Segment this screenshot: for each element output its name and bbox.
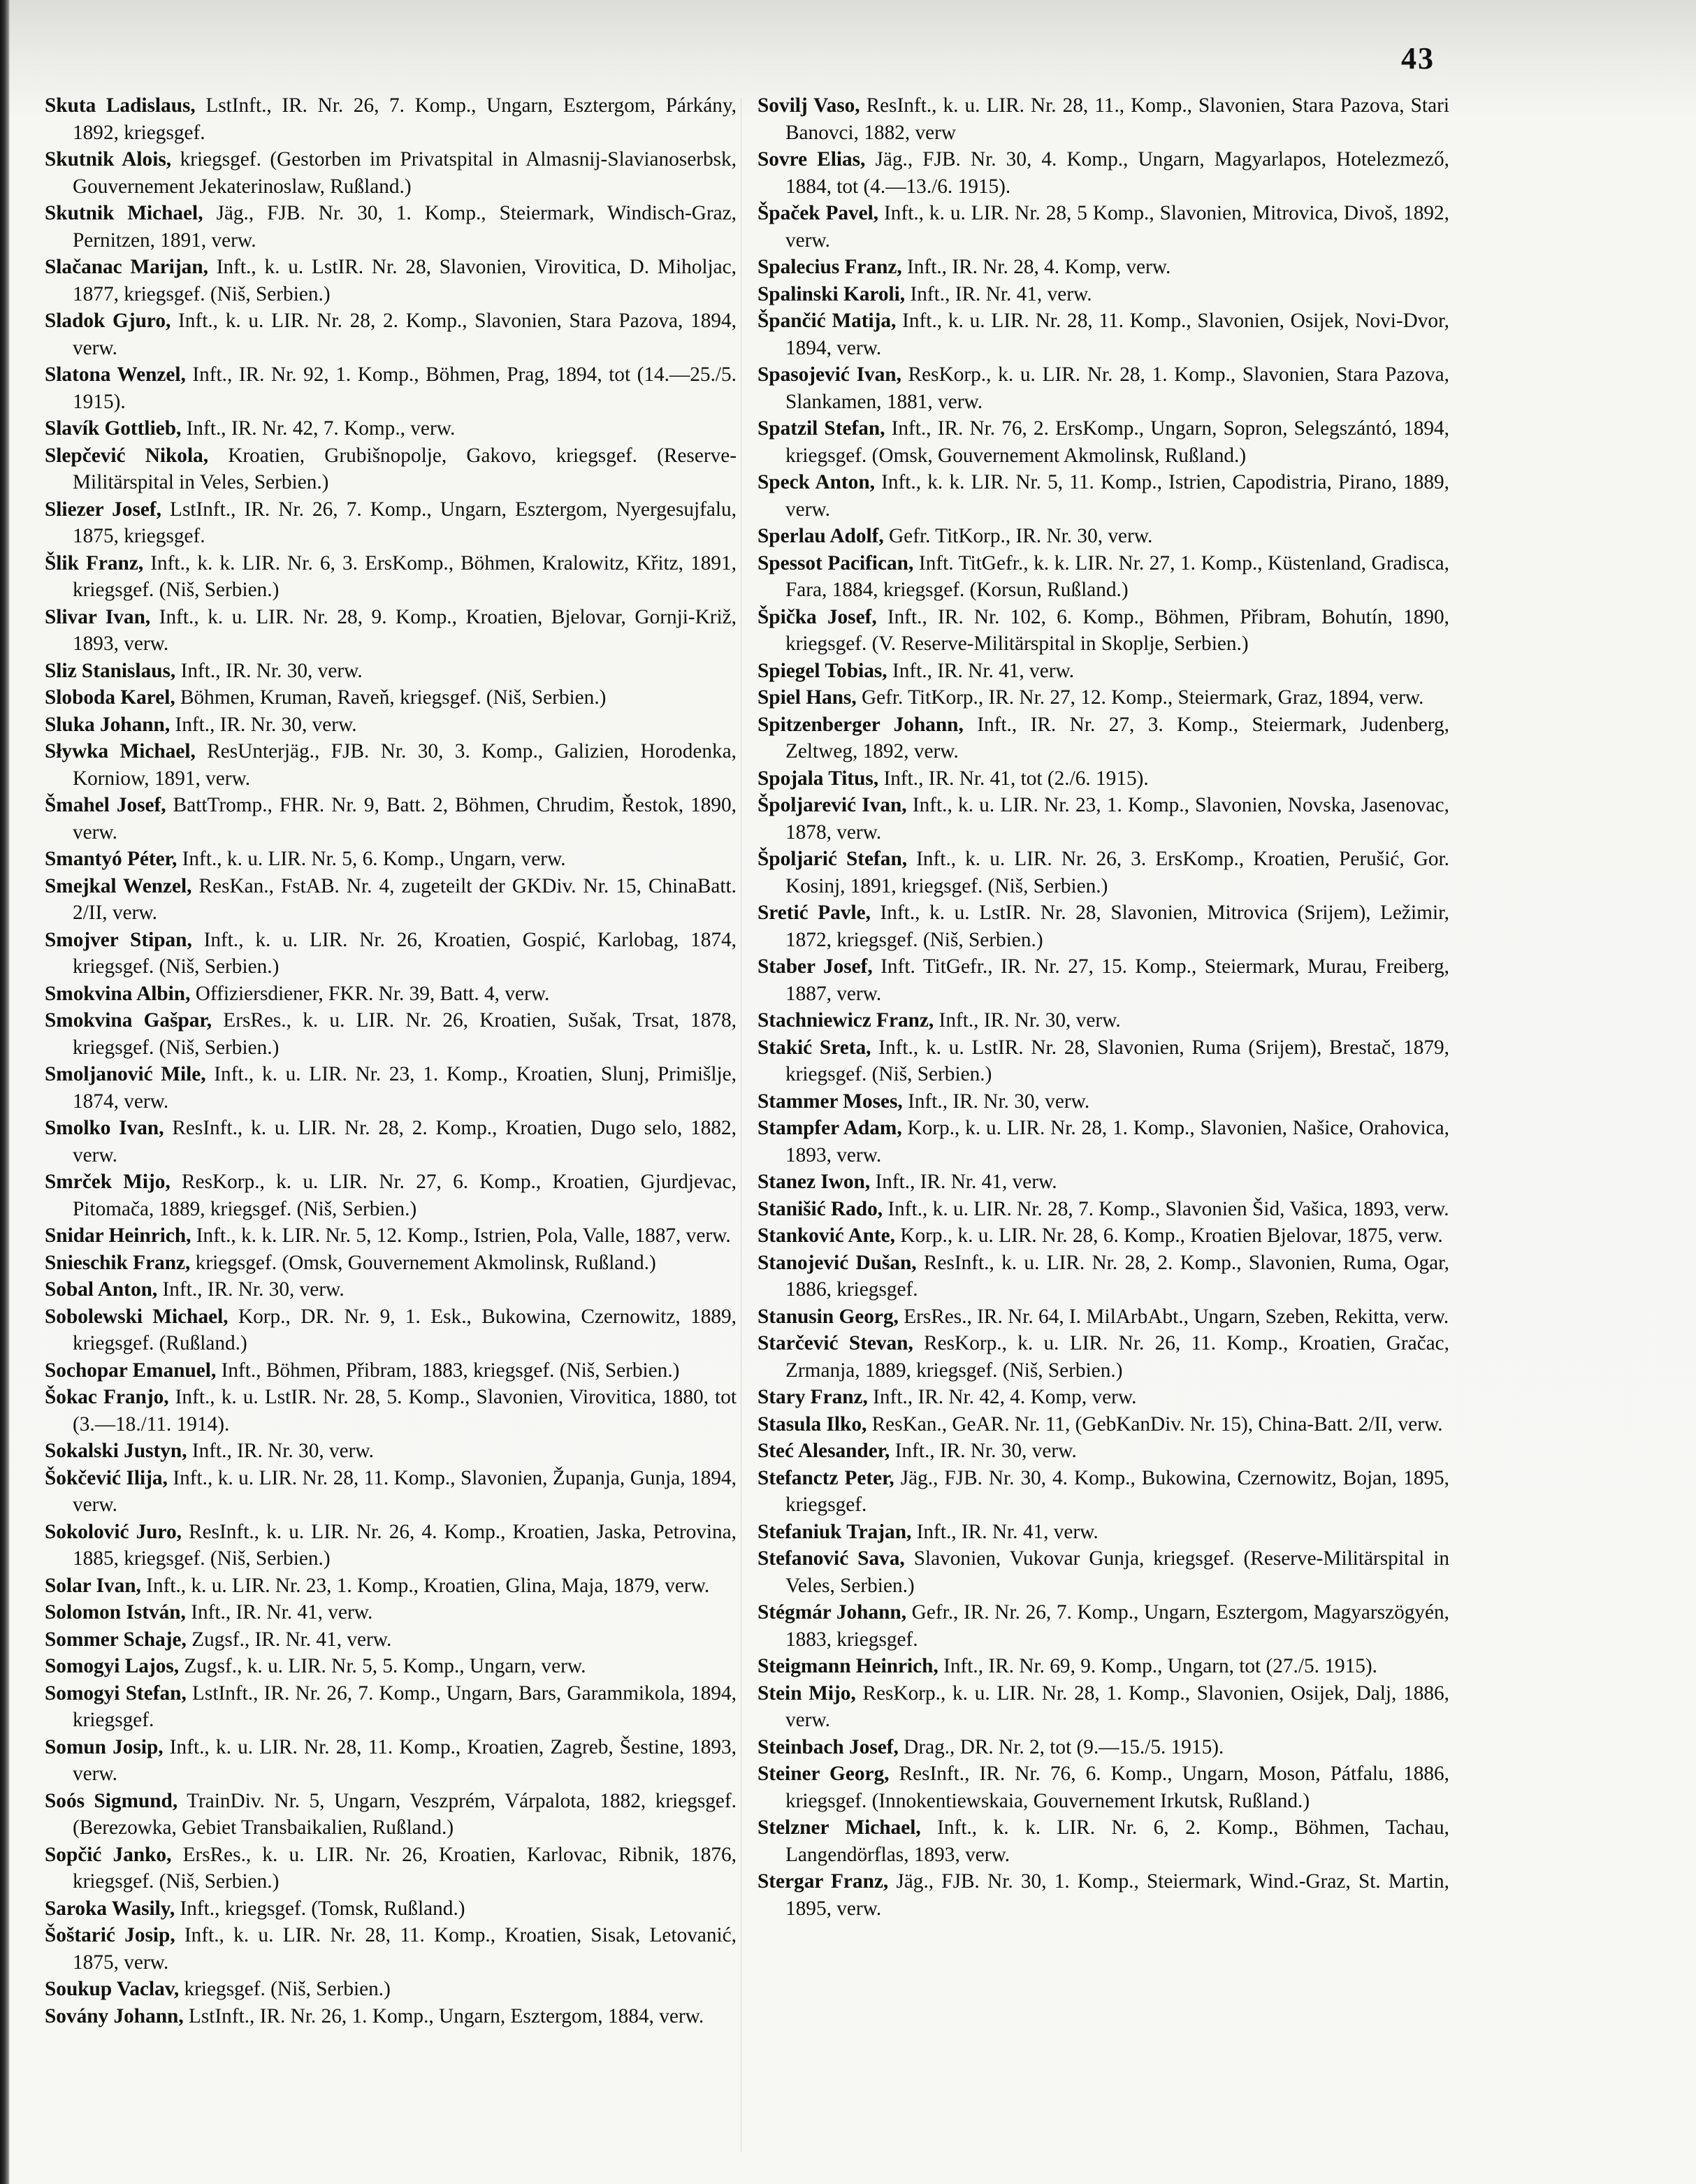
list-item bbox=[758, 1519, 1449, 1546]
entry-details: Inft., IR. Nr. 30, verw. bbox=[902, 1090, 1090, 1113]
entry-details: Inft., k. k. LIR. Nr. 6, 2. Komp., Böhmen, Tachau, Langendörflas, 1893, verw. bbox=[785, 1816, 1449, 1866]
entry-name: Smantyó Péter, bbox=[45, 848, 177, 870]
list-item bbox=[758, 1465, 1449, 1519]
entry-name: Stefaniuk Trajan, bbox=[758, 1520, 912, 1543]
entry-name: Sloboda Karel, bbox=[45, 686, 175, 709]
entry-name: Šlik Franz, bbox=[45, 551, 144, 574]
entry-name: Stanković Ante, bbox=[758, 1224, 895, 1247]
entry-details: Inft., IR. Nr. 30, verw. bbox=[934, 1009, 1121, 1032]
entry-name: Snidar Heinrich, bbox=[45, 1224, 191, 1247]
entry-details: Inft., IR. Nr. 42, 4. Komp, verw. bbox=[867, 1386, 1137, 1408]
entry-name: Stergar Franz, bbox=[758, 1870, 889, 1893]
entry-name: Stammer Moses, bbox=[758, 1090, 903, 1113]
entry-details: Inft., IR. Nr. 42, 7. Komp., verw. bbox=[181, 417, 456, 440]
list-item bbox=[45, 981, 737, 1008]
list-item bbox=[45, 1626, 737, 1654]
list-item bbox=[758, 1250, 1449, 1303]
list-item bbox=[45, 1357, 737, 1384]
entry-details: Inft., k. u. LIR. Nr. 26, 3. ErsKomp., Kroatien, Perušić, Gor. Kosinj, 1891, kriegsgef. (Niš, Serbien.) bbox=[785, 848, 1449, 897]
entry-name: Smoljanović Mile, bbox=[45, 1063, 206, 1085]
entry-name: Stanišić Rado, bbox=[758, 1197, 883, 1220]
list-item bbox=[758, 1653, 1449, 1680]
entry-details: Inft., IR. Nr. 69, 9. Komp., Ungarn, tot (27./5. 1915). bbox=[938, 1655, 1377, 1677]
list-item bbox=[45, 254, 737, 308]
entry-details: ResInft., k. u. LIR. Nr. 28, 2. Komp., Kroatien, Dugo selo, 1882, verw. bbox=[73, 1117, 737, 1166]
entry-details: Inft., k. u. LIR. Nr. 28, 11. Komp., Kroatien, Sisak, Letovanić, 1875, verw. bbox=[73, 1924, 737, 1974]
entry-name: Stanojević Dušan, bbox=[758, 1251, 917, 1274]
page-number: 43 bbox=[1401, 41, 1435, 75]
list-item bbox=[758, 684, 1449, 711]
list-item bbox=[45, 1061, 737, 1115]
entry-details: Korp., k. u. LIR. Nr. 28, 1. Komp., Slavonien, Našice, Orahovica, 1893, verw. bbox=[785, 1117, 1449, 1166]
entry-name: Stasula Ilko, bbox=[758, 1412, 867, 1435]
list-item bbox=[758, 1384, 1449, 1411]
entry-name: Slavík Gottlieb, bbox=[45, 417, 182, 440]
entry-name: Sovre Elias, bbox=[758, 148, 866, 171]
entry-name: Stary Franz, bbox=[758, 1386, 868, 1408]
entry-name: Sochopar Emanuel, bbox=[45, 1359, 217, 1382]
list-item bbox=[758, 1734, 1449, 1761]
entry-details: TrainDiv. Nr. 5, Ungarn, Veszprém, Várpalota, 1882, kriegsgef. (Berezowka, Gebiet Transbaikalien, Rußland.) bbox=[73, 1789, 737, 1839]
list-item bbox=[45, 496, 737, 550]
entry-details: Inft., k. k. LIR. Nr. 5, 11. Komp., Istrien, Capodistria, Pirano, 1889, verw. bbox=[785, 471, 1449, 521]
entry-name: Stanez Iwon, bbox=[758, 1171, 871, 1193]
entry-details: Inft., IR. Nr. 30, verw. bbox=[175, 659, 363, 682]
entry-details: ResKorp., k. u. LIR. Nr. 26, 11. Komp., Kroatien, Gračac, Zrmanja, 1889, kriegsgef. (Niš, Serbien.) bbox=[785, 1332, 1449, 1382]
entry-details: Inft., IR. Nr. 27, 3. Komp., Steiermark, Judenberg, Zeltweg, 1892, verw. bbox=[785, 713, 1449, 762]
entry-name: Stefanović Sava, bbox=[758, 1547, 905, 1570]
entry-details: Inft., IR. Nr. 30, verw. bbox=[157, 1278, 345, 1301]
entry-details: Offiziersdiener, FKR. Nr. 39, Batt. 4, verw. bbox=[190, 982, 550, 1005]
entry-details: LstInft., IR. Nr. 26, 7. Komp., Ungarn, Bars, Garammikola, 1894, kriegsgef. bbox=[73, 1682, 737, 1731]
entry-details: Inft., kriegsgef. (Tomsk, Rußland.) bbox=[175, 1897, 465, 1920]
entry-details: ResKan., FstAB. Nr. 4, zugeteilt der GKDiv. Nr. 15, ChinaBatt. 2/II, verw. bbox=[73, 874, 737, 924]
list-item bbox=[45, 2003, 737, 2030]
entry-details: Inft., IR. Nr. 102, 6. Komp., Böhmen, Přibram, Bohutín, 1890, kriegsgef. (V. Reserve-Militärspital in Skoplje, Serbien.) bbox=[785, 605, 1449, 655]
entry-name: Stanusin Georg, bbox=[758, 1305, 899, 1328]
list-item bbox=[45, 1599, 737, 1626]
entry-details: Jäg., FJB. Nr. 30, 4. Komp., Ungarn, Magyarlapos, Hotelezmező, 1884, tot (4.—13./6. 1915). bbox=[785, 148, 1449, 198]
entry-details: ResInft., k. u. LIR. Nr. 26, 4. Komp., Kroatien, Jaska, Petrovina, 1885, kriegsgef. (Niš, Serbien.) bbox=[73, 1520, 737, 1570]
list-item bbox=[45, 442, 737, 496]
entry-details: Inft., k. u. LstIR. Nr. 28, Slavonien, Mitrovica (Srijem), Ležimir, 1872, kriegsgef. (Niš, Serbien.) bbox=[785, 902, 1449, 951]
entry-details: Inft., Böhmen, Přibram, 1883, kriegsgef. (Niš, Serbien.) bbox=[216, 1359, 680, 1382]
list-item bbox=[758, 1330, 1449, 1384]
entry-details: ResUnterjäg., FJB. Nr. 30, 3. Komp., Galizien, Horodenka, Korniow, 1891, verw. bbox=[73, 740, 737, 790]
entry-name: Smejkal Wenzel, bbox=[45, 874, 192, 897]
entry-name: Sliezer Josef, bbox=[45, 498, 161, 521]
entry-details: kriegsgef. (Gestorben im Privatspital in Almasnij-Slavianoserbsk, Gouvernement Jekaterinoslaw, Rußland.) bbox=[73, 148, 737, 198]
entry-details: Inft., IR. Nr. 76, 2. ErsKomp., Ungarn, Sopron, Selegszántó, 1894, kriegsgef. (Omsk, Gouvernement Akmolinsk, Rußland.) bbox=[785, 417, 1449, 467]
list-item bbox=[45, 1007, 737, 1061]
entry-details: ResKan., GeAR. Nr. 11, (GebKanDiv. Nr. 15), China-Batt. 2/II, verw. bbox=[867, 1412, 1443, 1435]
list-item bbox=[758, 200, 1449, 254]
list-item bbox=[45, 1250, 737, 1277]
entry-name: Spitzenberger Johann, bbox=[758, 713, 964, 736]
entry-name: Sływka Michael, bbox=[45, 740, 196, 762]
left-column bbox=[45, 92, 737, 2161]
entry-name: Slepčević Nikola, bbox=[45, 444, 209, 467]
entry-details: Inft., k. k. LIR. Nr. 6, 3. ErsKomp., Böhmen, Kralowitz, Křitz, 1891, kriegsgef. (Niš, Serbien.) bbox=[73, 551, 737, 601]
list-item bbox=[758, 658, 1449, 685]
entry-name: Spalinski Karoli, bbox=[758, 282, 906, 305]
entry-name: Staber Josef, bbox=[758, 955, 873, 978]
list-item bbox=[758, 469, 1449, 523]
entry-name: Sladok Gjuro, bbox=[45, 310, 171, 332]
list-item bbox=[45, 550, 737, 604]
entry-name: Solomon István, bbox=[45, 1601, 186, 1623]
entry-details: Kroatien, Grubišnopolje, Gakovo, kriegsgef. (Reserve-Militärspital in Veles, Serbien.) bbox=[73, 444, 737, 493]
entry-name: Sommer Schaje, bbox=[45, 1628, 187, 1651]
list-item bbox=[45, 1734, 737, 1788]
list-item bbox=[758, 550, 1449, 604]
entry-name: Soukup Vaclav, bbox=[45, 1978, 180, 2000]
entry-name: Sobal Anton, bbox=[45, 1278, 158, 1301]
list-item bbox=[758, 92, 1449, 146]
entry-name: Smojver Stipan, bbox=[45, 928, 192, 951]
list-item bbox=[758, 846, 1449, 899]
entry-details: Inft., k. u. LstIR. Nr. 28, Slavonien, Ruma (Srijem), Brestač, 1879, kriegsgef. (Niš, Serbien.) bbox=[785, 1036, 1449, 1085]
entry-name: Spessot Pacifican, bbox=[758, 551, 914, 574]
list-item bbox=[758, 1196, 1449, 1223]
entry-name: Slivar Ivan, bbox=[45, 605, 151, 628]
entry-name: Skuta Ladislaus, bbox=[45, 94, 196, 117]
entry-name: Somogyi Lajos, bbox=[45, 1655, 180, 1677]
list-item bbox=[758, 1814, 1449, 1868]
list-item bbox=[45, 1572, 737, 1600]
entry-details: Inft. TitGefr., IR. Nr. 27, 15. Komp., Steiermark, Murau, Freiberg, 1887, verw. bbox=[785, 955, 1449, 1005]
entry-details: Inft., IR. Nr. 41, verw. bbox=[185, 1601, 373, 1623]
entry-details: Zugsf., k. u. LIR. Nr. 5, 5. Komp., Ungarn, verw. bbox=[179, 1655, 586, 1677]
list-item bbox=[758, 415, 1449, 469]
list-item bbox=[45, 1303, 737, 1357]
list-item bbox=[45, 308, 737, 361]
entry-name: Šoštarić Josip, bbox=[45, 1924, 175, 1946]
list-item bbox=[758, 1545, 1449, 1599]
entry-name: Špaček Pavel, bbox=[758, 202, 879, 224]
entry-details: Inft., IR. Nr. 92, 1. Komp., Böhmen, Prag, 1894, tot (14.—25./5. 1915). bbox=[73, 363, 737, 413]
entry-details: Inft., IR. Nr. 30, verw. bbox=[187, 1440, 374, 1462]
entry-name: Sokolović Juro, bbox=[45, 1520, 182, 1543]
entry-name: Smrček Mijo, bbox=[45, 1171, 171, 1193]
entry-details: BattTromp., FHR. Nr. 9, Batt. 2, Böhmen, Chrudim, Řestok, 1890, verw. bbox=[73, 794, 737, 844]
list-item bbox=[45, 1384, 737, 1438]
list-item bbox=[758, 899, 1449, 953]
entry-name: Stampfer Adam, bbox=[758, 1117, 902, 1139]
list-item bbox=[45, 1169, 737, 1222]
entry-name: Smokvina Albin, bbox=[45, 982, 191, 1005]
list-item bbox=[758, 1088, 1449, 1115]
entry-details: Jäg., FJB. Nr. 30, 1. Komp., Steiermark, Windisch-Graz, Pernitzen, 1891, verw. bbox=[73, 202, 737, 252]
list-item bbox=[45, 1519, 737, 1572]
entry-name: Soós Sigmund, bbox=[45, 1789, 178, 1812]
entry-details: Inft., IR. Nr. 41, verw. bbox=[887, 659, 1075, 682]
entry-name: Steiner Georg, bbox=[758, 1763, 890, 1785]
list-item bbox=[45, 604, 737, 658]
list-item bbox=[45, 873, 737, 927]
page-binding-edge bbox=[0, 0, 10, 2184]
list-item bbox=[758, 1303, 1449, 1331]
entry-details: Inft., k. u. LIR. Nr. 23, 1. Komp., Slavonien, Novska, Jasenovac, 1878, verw. bbox=[785, 794, 1449, 844]
entry-details: ErsRes., k. u. LIR. Nr. 26, Kroatien, Karlovac, Ribnik, 1876, kriegsgef. (Niš, Serbien.) bbox=[73, 1843, 737, 1893]
list-item bbox=[45, 1115, 737, 1169]
entry-details: Gefr. TitKorp., IR. Nr. 27, 12. Komp., Steiermark, Graz, 1894, verw. bbox=[856, 686, 1424, 709]
entry-details: Inft., IR. Nr. 41, verw. bbox=[905, 282, 1092, 305]
entry-name: Sovilj Vaso, bbox=[758, 94, 860, 117]
entry-name: Skutnik Alois, bbox=[45, 148, 172, 171]
entry-details: Korp., DR. Nr. 9, 1. Esk., Bukowina, Czernowitz, 1889, kriegsgef. (Rußland.) bbox=[73, 1305, 737, 1354]
entry-name: Sobolewski Michael, bbox=[45, 1305, 229, 1328]
entry-name: Speck Anton, bbox=[758, 471, 875, 493]
list-item bbox=[758, 523, 1449, 550]
entry-details: Inft., k. u. LIR. Nr. 23, 1. Komp., Kroatien, Slunj, Primišlje, 1874, verw. bbox=[73, 1063, 737, 1113]
entry-details: Inft., k. k. LIR. Nr. 5, 12. Komp., Istrien, Pola, Valle, 1887, verw. bbox=[191, 1224, 731, 1247]
entry-name: Spatzil Stefan, bbox=[758, 417, 885, 440]
entry-name: Smolko Ivan, bbox=[45, 1117, 164, 1139]
list-item bbox=[758, 1760, 1449, 1814]
entry-name: Starčević Stevan, bbox=[758, 1332, 913, 1354]
list-item bbox=[45, 738, 737, 792]
entry-details: Inft., IR. Nr. 41, verw. bbox=[911, 1520, 1099, 1543]
list-item bbox=[45, 1976, 737, 2003]
entry-name: Slatona Wenzel, bbox=[45, 363, 186, 386]
list-item bbox=[45, 1276, 737, 1303]
list-item bbox=[758, 1034, 1449, 1088]
entry-details: Inft., IR. Nr. 41, verw. bbox=[870, 1171, 1057, 1193]
entry-details: ResKorp., k. u. LIR. Nr. 27, 6. Komp., Kroatien, Gjurdjevac, Pitomača, 1889, kriegsgef. (Niš, Serbien.) bbox=[73, 1171, 737, 1220]
entry-name: Solar Ivan, bbox=[45, 1574, 141, 1597]
entry-name: Saroka Wasily, bbox=[45, 1897, 175, 1920]
list-item bbox=[758, 1599, 1449, 1653]
list-item bbox=[758, 254, 1449, 281]
list-item bbox=[758, 1222, 1449, 1250]
entry-name: Sretić Pavle, bbox=[758, 902, 871, 924]
list-item bbox=[45, 711, 737, 739]
entry-name: Stelzner Michael, bbox=[758, 1816, 921, 1839]
entry-details: ErsRes., k. u. LIR. Nr. 26, Kroatien, Sušak, Trsat, 1878, kriegsgef. (Niš, Serbien.) bbox=[73, 1009, 737, 1059]
entry-name: Somun Josip, bbox=[45, 1735, 164, 1758]
entry-details: Inft., k. u. LIR. Nr. 28, 7. Komp., Slavonien Šid, Vašica, 1893, verw. bbox=[883, 1197, 1449, 1220]
entry-details: Zugsf., IR. Nr. 41, verw. bbox=[186, 1628, 392, 1651]
list-item bbox=[45, 1653, 737, 1680]
list-item bbox=[758, 361, 1449, 415]
entry-name: Spasojević Ivan, bbox=[758, 363, 901, 386]
entry-name: Steigmann Heinrich, bbox=[758, 1655, 938, 1677]
entry-name: Spalecius Franz, bbox=[758, 256, 902, 278]
list-item bbox=[45, 146, 737, 200]
entry-details: Inft., k. u. LIR. Nr. 26, Kroatien, Gospić, Karlobag, 1874, kriegsgef. (Niš, Serbien.) bbox=[73, 928, 737, 978]
entry-details: ErsRes., IR. Nr. 64, I. MilArbAbt., Ungarn, Szeben, Rekitta, verw. bbox=[898, 1305, 1449, 1328]
list-item bbox=[758, 1411, 1449, 1438]
entry-details: Inft., IR. Nr. 28, 4. Komp, verw. bbox=[901, 256, 1171, 278]
entry-details: Inft., k. u. LIR. Nr. 28, 5 Komp., Slavonien, Mitrovica, Divoš, 1892, verw. bbox=[785, 202, 1449, 252]
list-item bbox=[758, 146, 1449, 200]
list-item bbox=[45, 1222, 737, 1250]
entry-details: Inft., k. u. LstIR. Nr. 28, Slavonien, Virovitica, D. Miholjac, 1877, kriegsgef. (Niš, Serbien.) bbox=[73, 256, 737, 305]
entry-name: Šokčević Ilija, bbox=[45, 1466, 168, 1489]
entry-details: Inft., k. u. LIR. Nr. 28, 11. Komp., Slavonien, Županja, Gunja, 1894, verw. bbox=[73, 1466, 737, 1516]
entry-details: LstInft., IR. Nr. 26, 1. Komp., Ungarn, Esztergom, 1884, verw. bbox=[183, 2004, 704, 2027]
entry-details: Drag., DR. Nr. 2, tot (9.—15./5. 1915). bbox=[898, 1735, 1224, 1758]
list-item bbox=[45, 1788, 737, 1842]
entry-details: Inft. TitGefr., k. k. LIR. Nr. 27, 1. Komp., Küstenland, Gradisca, Fara, 1884, kriegsgef. (Korsun, Rußland.) bbox=[785, 551, 1449, 601]
entry-name: Špoljarević Ivan, bbox=[758, 794, 907, 816]
entry-name: Špančić Matija, bbox=[758, 310, 897, 332]
entry-name: Stakić Sreta, bbox=[758, 1036, 871, 1059]
entry-name: Sperlau Adolf, bbox=[758, 525, 884, 547]
list-item bbox=[45, 415, 737, 442]
entry-name: Sokalski Justyn, bbox=[45, 1440, 187, 1462]
list-item bbox=[758, 1680, 1449, 1734]
entry-name: Somogyi Stefan, bbox=[45, 1682, 187, 1705]
entry-details: Inft., k. u. LIR. Nr. 28, 9. Komp., Kroatien, Bjelovar, Gornji-Križ, 1893, verw. bbox=[73, 605, 737, 655]
list-item bbox=[758, 1868, 1449, 1922]
list-item bbox=[758, 281, 1449, 308]
entry-details: Böhmen, Kruman, Raveň, kriegsgef. (Niš, Serbien.) bbox=[175, 686, 607, 709]
list-item bbox=[45, 200, 737, 254]
entry-details: Gefr., IR. Nr. 26, 7. Komp., Ungarn, Esztergom, Magyarszögyén, 1883, kriegsgef. bbox=[785, 1601, 1449, 1651]
entry-name: Šmahel Josef, bbox=[45, 794, 166, 816]
entry-name: Steinbach Josef, bbox=[758, 1735, 899, 1758]
entry-name: Spiel Hans, bbox=[758, 686, 857, 709]
entry-name: Stein Mijo, bbox=[758, 1682, 856, 1705]
list-item bbox=[45, 927, 737, 981]
entry-details: Korp., k. u. LIR. Nr. 28, 6. Komp., Kroatien Bjelovar, 1875, verw. bbox=[894, 1224, 1443, 1247]
list-item bbox=[758, 953, 1449, 1007]
entry-name: Špička Josef, bbox=[758, 605, 877, 628]
entry-details: Inft., k. u. LIR. Nr. 5, 6. Komp., Ungarn, verw. bbox=[177, 848, 566, 870]
list-item bbox=[45, 846, 737, 873]
list-item bbox=[45, 792, 737, 846]
entry-details: ResKorp., k. u. LIR. Nr. 28, 1. Komp., Slavonien, Osijek, Dalj, 1886, verw. bbox=[785, 1682, 1449, 1731]
list-item bbox=[758, 1438, 1449, 1465]
entry-name: Sliz Stanislaus, bbox=[45, 659, 176, 682]
entry-details: Jäg., FJB. Nr. 30, 4. Komp., Bukowina, Czernowitz, Bojan, 1895, kriegsgef. bbox=[785, 1466, 1449, 1516]
list-item bbox=[45, 1438, 737, 1465]
list-item bbox=[758, 711, 1449, 765]
entry-name: Smokvina Gašpar, bbox=[45, 1009, 212, 1032]
entry-details: Inft., k. u. LIR. Nr. 28, 2. Komp., Slavonien, Stara Pazova, 1894, verw. bbox=[73, 310, 737, 359]
entry-name: Stachniewicz Franz, bbox=[758, 1009, 934, 1032]
entry-details: Inft., k. u. LIR. Nr. 23, 1. Komp., Kroatien, Glina, Maja, 1879, verw. bbox=[140, 1574, 710, 1597]
entry-name: Snieschik Franz, bbox=[45, 1251, 191, 1274]
entry-name: Stefanctz Peter, bbox=[758, 1466, 894, 1489]
entry-details: kriegsgef. (Niš, Serbien.) bbox=[179, 1978, 391, 2000]
list-item bbox=[758, 792, 1449, 846]
list-item bbox=[45, 1922, 737, 1976]
list-item bbox=[45, 1895, 737, 1923]
entry-name: Skutnik Michael, bbox=[45, 202, 203, 224]
list-item bbox=[758, 308, 1449, 361]
entry-details: ResInft., k. u. LIR. Nr. 28, 11., Komp., Slavonien, Stara Pazova, Stari Banovci, 1882, verw bbox=[785, 94, 1449, 144]
entry-name: Sopčić Janko, bbox=[45, 1843, 172, 1866]
entry-name: Stégmár Johann, bbox=[758, 1601, 907, 1623]
entry-name: Špoljarić Stefan, bbox=[758, 848, 908, 870]
entry-details: Inft., k. u. LIR. Nr. 28, 11. Komp., Kroatien, Zagreb, Šestine, 1893, verw. bbox=[73, 1735, 737, 1785]
list-item bbox=[45, 361, 737, 415]
entry-name: Sluka Johann, bbox=[45, 713, 171, 736]
list-item bbox=[758, 1115, 1449, 1169]
list-item bbox=[45, 684, 737, 711]
list-item bbox=[45, 1842, 737, 1895]
entry-details: ResInft., IR. Nr. 76, 6. Komp., Ungarn, Moson, Pátfalu, 1886, kriegsgef. (Innokentiewskaia, Gouvernement Irkutsk, Rußland.) bbox=[785, 1763, 1449, 1812]
list-item bbox=[45, 1465, 737, 1519]
entry-details: LstInft., IR. Nr. 26, 7. Komp., Ungarn, Esztergom, Párkány, 1892, kriegsgef. bbox=[73, 94, 737, 144]
list-item bbox=[45, 1680, 737, 1734]
entry-details: Jäg., FJB. Nr. 30, 1. Komp., Steiermark, Wind.-Graz, St. Martin, 1895, verw. bbox=[785, 1870, 1449, 1920]
right-column bbox=[758, 92, 1449, 2161]
entry-name: Slačanac Marijan, bbox=[45, 256, 208, 278]
entry-details: Gefr. TitKorp., IR. Nr. 30, verw. bbox=[883, 525, 1153, 547]
list-item bbox=[758, 765, 1449, 793]
entry-details: Inft., k. u. LIR. Nr. 28, 11. Komp., Slavonien, Osijek, Novi-Dvor, 1894, verw. bbox=[785, 310, 1449, 359]
entry-name: Steć Alesander, bbox=[758, 1440, 890, 1462]
entry-name: Sovány Johann, bbox=[45, 2004, 184, 2027]
entry-details: ResKorp., k. u. LIR. Nr. 28, 1. Komp., Slavonien, Stara Pazova, Slankamen, 1881, verw. bbox=[785, 363, 1449, 413]
entry-details: LstInft., IR. Nr. 26, 7. Komp., Ungarn, Esztergom, Nyergesujfalu, 1875, kriegsgef. bbox=[73, 498, 737, 547]
entry-name: Šokac Franjo, bbox=[45, 1386, 169, 1408]
entry-details: Inft., IR. Nr. 30, verw. bbox=[170, 713, 357, 736]
entry-name: Spiegel Tobias, bbox=[758, 659, 887, 682]
list-item bbox=[758, 604, 1449, 658]
entry-details: Inft., k. u. LstIR. Nr. 28, 5. Komp., Slavonien, Virovitica, 1880, tot (3.—18./11. 1914). bbox=[73, 1386, 737, 1435]
entry-details: Slavonien, Vukovar Gunja, kriegsgef. (Reserve-Militärspital in Veles, Serbien.) bbox=[785, 1547, 1449, 1597]
entry-details: Inft., IR. Nr. 30, verw. bbox=[890, 1440, 1077, 1462]
list-item bbox=[758, 1007, 1449, 1034]
entry-details: ResInft., k. u. LIR. Nr. 28, 2. Komp., Slavonien, Ruma, Ogar, 1886, kriegsgef. bbox=[785, 1251, 1449, 1301]
list-item bbox=[45, 92, 737, 146]
entry-name: Spojala Titus, bbox=[758, 767, 879, 790]
list-item bbox=[45, 658, 737, 685]
list-item bbox=[758, 1169, 1449, 1196]
entry-details: Inft., IR. Nr. 41, tot (2./6. 1915). bbox=[878, 767, 1149, 790]
entry-details: kriegsgef. (Omsk, Gouvernement Akmolinsk, Rußland.) bbox=[190, 1251, 656, 1274]
